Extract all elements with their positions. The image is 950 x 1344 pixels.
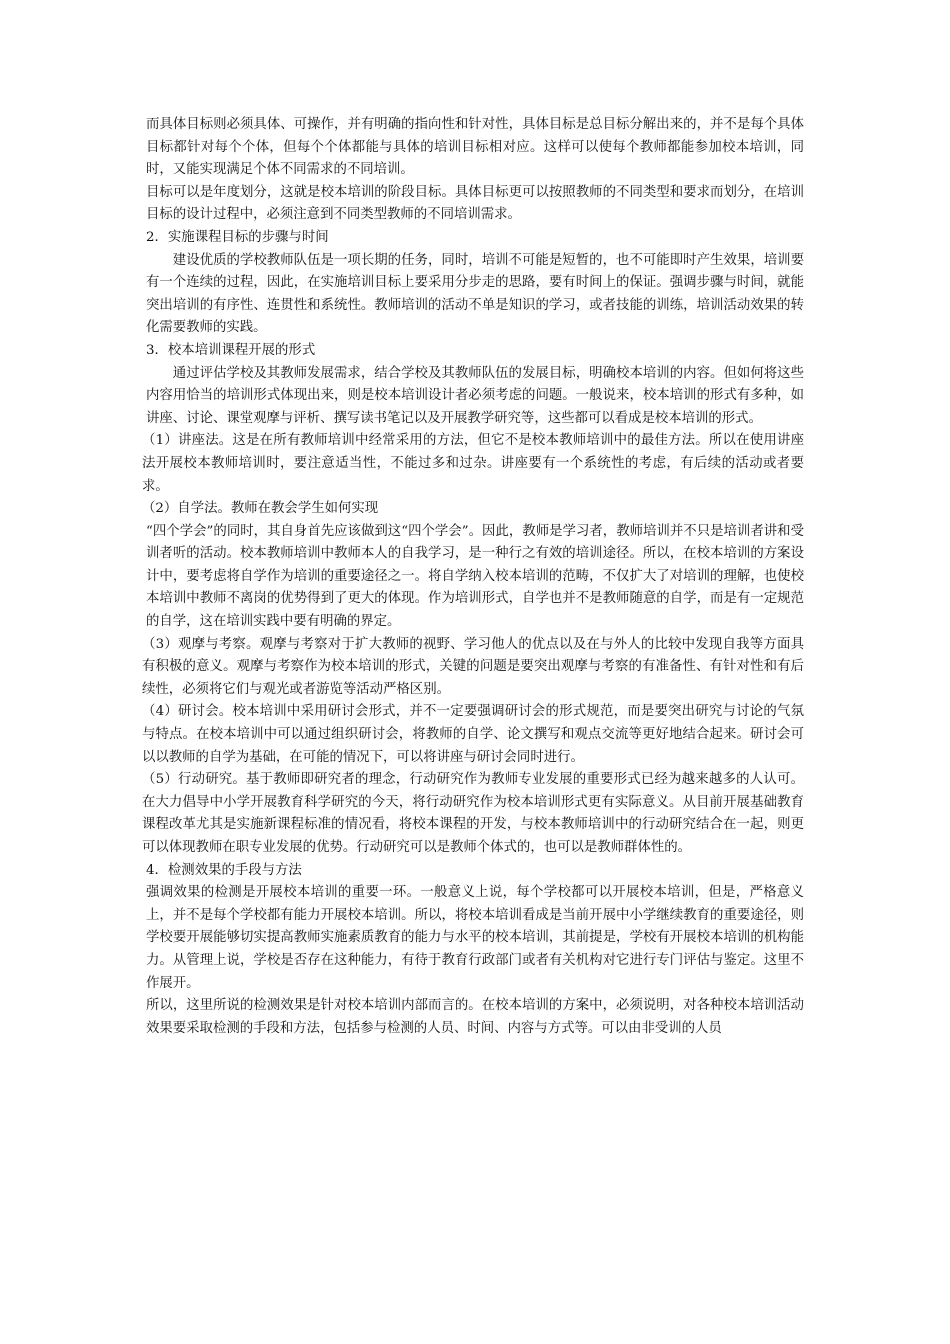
paragraph-evaluation-importance: 强调效果的检测是开展校本培训的重要一环。一般意义上说，每个学校都可以开展校本培训，但是，严格意义上，并不是每个学校都有能力开展校本培训。所以，将校本培训看成是当前开展中小学继续教育的重要途径，则学校要开展能够切实提高教师实施素质教育的能力与水平的校本培训，其前提是，学校有开展校本培训的机构能力。从管理上说，学校是否存在这种能力，有待于教育行政部门或者有关机构对它进行专门评估与鉴定。这里不作展开。 [146, 885, 804, 991]
paragraph-steps-and-time: 建设优质的学校教师队伍是一项长期的任务，同时，培训不可能是短暂的，也不可能即时产生效果，培训要有一个连续的过程，因此，在实施培训目标上要采用分步走的思路，要有时间上的保证。强调步骤与时间，就能突出培训的有序性、连贯性和系统性。教师培训的活动不单是知识的学习，或者技能的训练，培训活动效果的转化需要教师的实践。 [146, 252, 804, 336]
paragraph-observation-and-study: （3）观摩与考察。观摩与考察对于扩大教师的视野、学习他人的优点以及在与外人的比较中发现自我等方面具有积极的意义。观摩与考察作为校本培训的形式，关键的问题是要突出观摩与考察的有准备性、有针对性和有后续性，必须将它们与观光或者游览等活动严格区别。 [142, 636, 804, 697]
paragraph-seminar: （4）研讨会。校本培训中采用研讨会形式，并不一定要强调研讨会的形式规范，而是要突出研究与讨论的气氛与特点。在校本培训中可以通过组织研讨会，将教师的自学、论文撰写和观点交流等更好地结合起来。研讨会可以以教师的自学为基础，在可能的情况下，可以将讲座与研讨会同时进行。 [142, 704, 804, 765]
section-heading-training-forms: 3．校本培训课程开展的形式 [146, 342, 316, 358]
paragraph-annual-goals: 目标可以是年度划分，这就是校本培训的阶段目标。具体目标更可以按照教师的不同类型和要求而划分，在培训目标的设计过程中，必须注意到不同类型教师的不同培训需求。 [146, 184, 804, 223]
paragraph-action-research: （5）行动研究。基于教师即研究者的理念，行动研究作为教师专业发展的重要形式已经为越来越多的人认可。在大力倡导中小学开展教育科学研究的今天，将行动研究作为校本培训形式更有实际意义。从目前开展基础教育课程改革尤其是实施新课程标准的情况看，将校本课程的开发，与校本教师培训中的行动研究结合在一起，则更可以体现教师在职专业发展的优势。行动研究可以是教师个体式的，也可以是教师群体性的。 [142, 772, 804, 855]
document-body [142, 114, 804, 1040]
paragraph-four-learnings: “四个学会”的同时，其自身首先应该做到这“四个学会”。因此，教师是学习者，教师培训并不只是培训者讲和受训者听的活动。校本教师培训中教师本人的自我学习，是一种行之有效的培训途径。所以，在校本培训的方案设计中，要考虑将自学作为培训的重要途径之一。将自学纳入校本培训的范畴，不仅扩大了对培训的理解，也使校本培训中教师不离岗的优势得到了更大的体现。作为培训形式，自学也并不是教师随意的自学，而是有一定规范的自学，这在培训实践中要有明确的界定。 [146, 523, 804, 630]
section-heading-evaluation-methods: 4．检测效果的手段与方法 [146, 862, 302, 878]
paragraph-evaluation-scope: 所以，这里所说的检测效果是针对校本培训内部而言的。在校本培训的方案中，必须说明，对各种校本培训活动效果要采取检测的手段和方法，包括参与检测的人员、时间、内容与方式等。可以由非受训的人员 [146, 998, 804, 1036]
paragraph-lecture-method: （1）讲座法。这是在所有教师培训中经常采用的方法，但它不是校本教师培训中的最佳方法。所以在使用讲座法开展校本教师培训时，要注意适当性，不能过多和过杂。讲座要有一个系统性的考虑，有后续的活动或者要求。 [142, 433, 804, 494]
paragraph-specific-goals: 而具体目标则必须具体、可操作，并有明确的指向性和针对性，具体目标是总目标分解出来的，并不是每个具体目标都针对每个个体，但每个个体都能与具体的培训目标相对应。这样可以使每个教师都能参加校本培训，同时，又能实现满足个体不同需求的不同培训。 [146, 117, 804, 178]
section-heading-steps-and-time: 2．实施课程目标的步骤与时间 [146, 229, 329, 245]
paragraph-self-study-method: （2）自学法。教师在教会学生如何实现 [142, 501, 379, 517]
paragraph-training-forms-intro: 通过评估学校及其教师发展需求，结合学校及其教师队伍的发展目标，明确校本培训的内容。但如何将这些内容用恰当的培训形式体现出来，则是校本培训设计者必须考虑的问题。一般说来，校本培训的形式有多种，如讲座、讨论、课堂观摩与评析、撰写读书笔记以及开展教学研究等，这些都可以看成是校本培训的形式。 [146, 365, 804, 426]
